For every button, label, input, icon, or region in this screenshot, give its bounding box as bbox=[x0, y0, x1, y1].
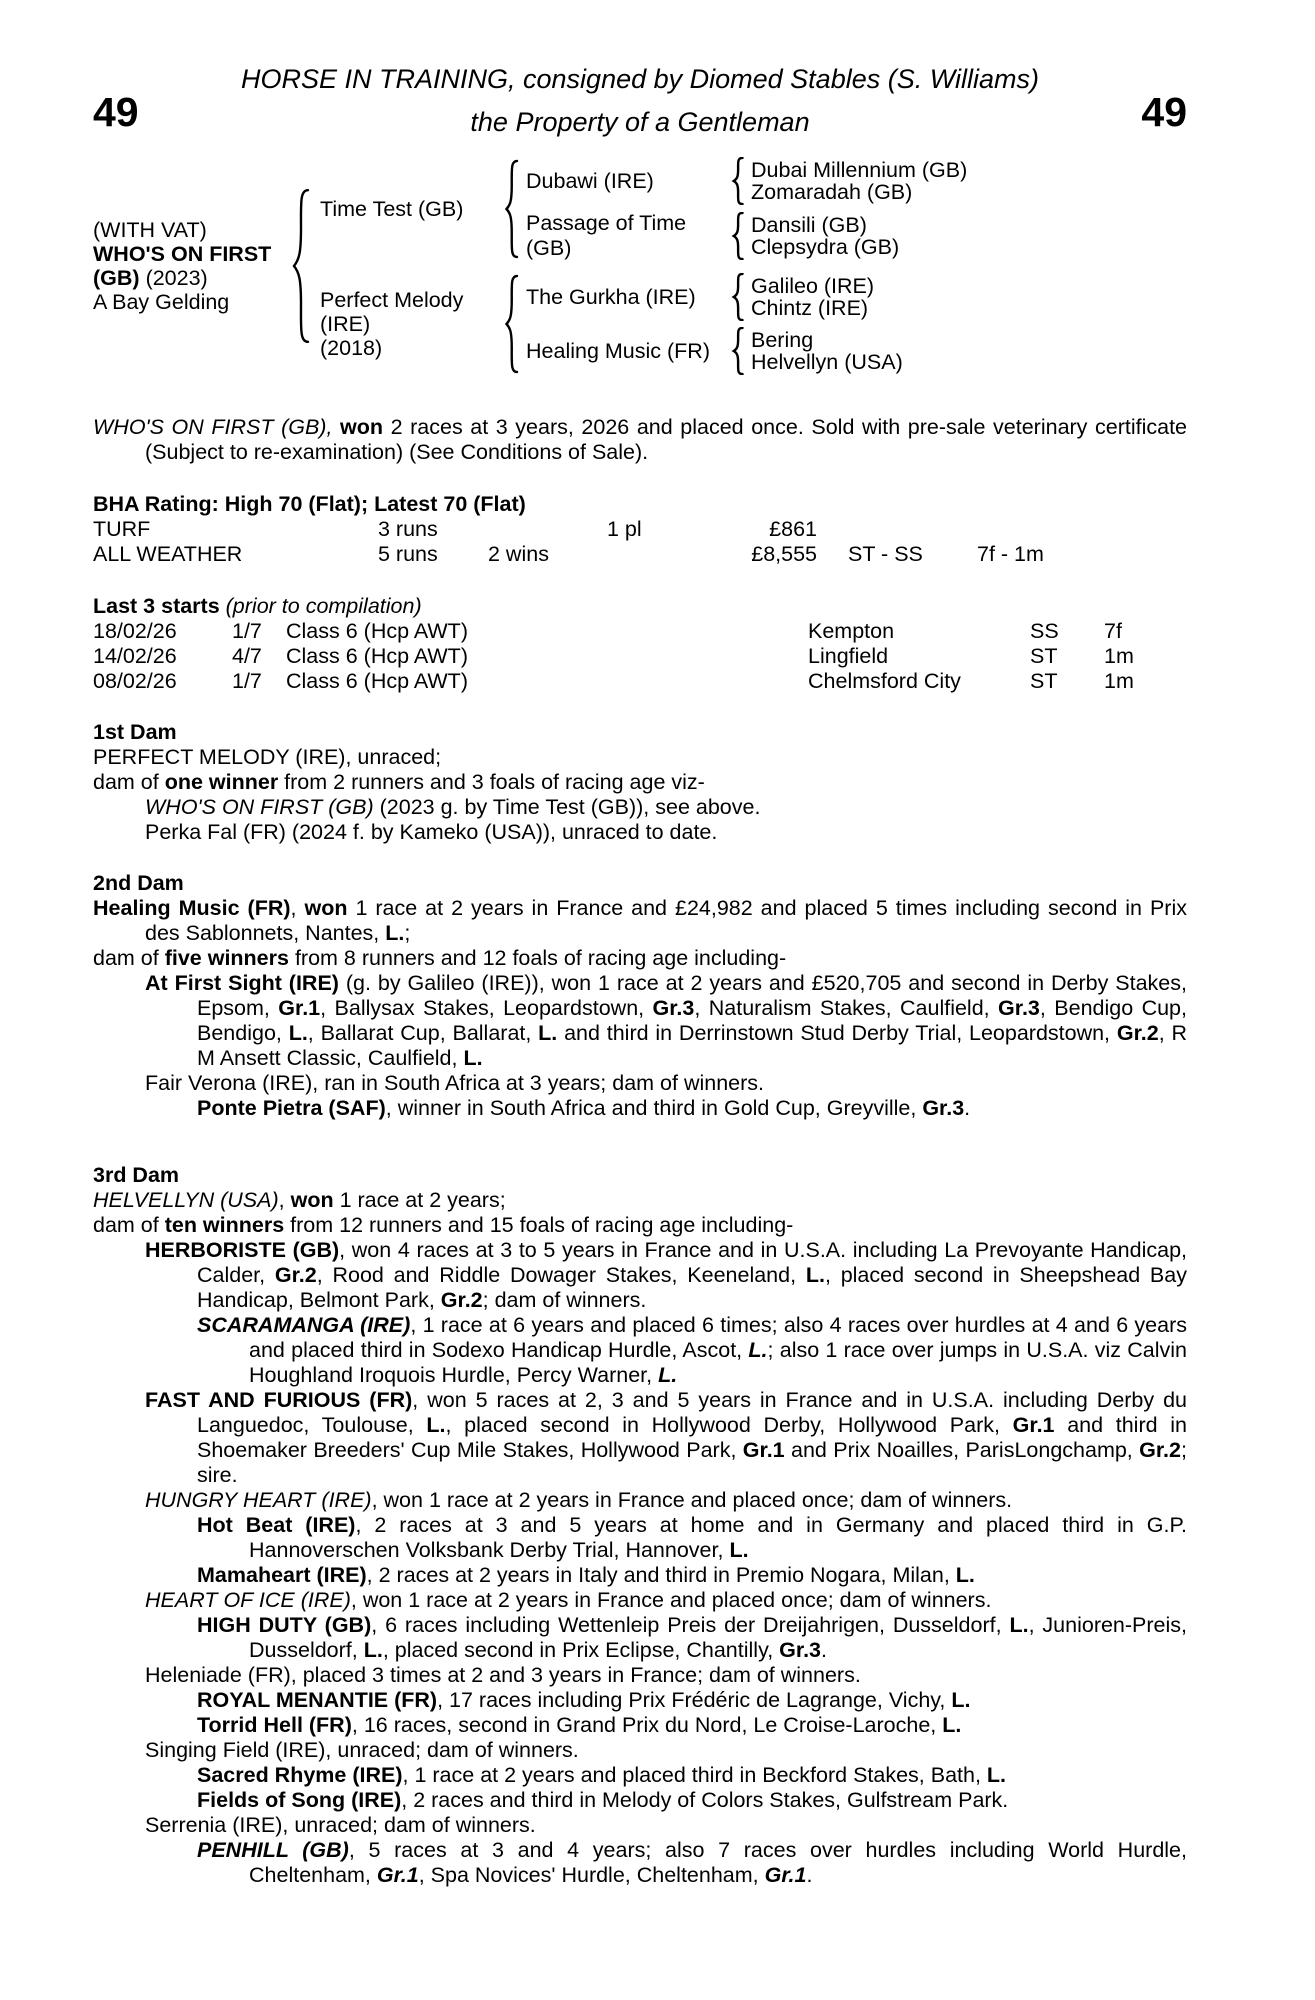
ancestor-name: Bering bbox=[751, 328, 814, 352]
page-header bbox=[93, 64, 1187, 139]
text-segment: FAST AND FURIOUS (FR) bbox=[145, 1388, 413, 1412]
catalogue-entry bbox=[93, 1096, 1187, 1121]
text-segment: Gr.2 bbox=[274, 1263, 317, 1287]
sire-name bbox=[320, 197, 502, 221]
dam-section bbox=[93, 871, 1187, 1121]
bha-rating-rows bbox=[93, 517, 1187, 567]
text-segment: Singing Field (IRE), unraced; dam of winners. bbox=[145, 1738, 579, 1762]
text-segment: , placed second in Hollywood Derby, Hollywood Park, bbox=[445, 1413, 1013, 1437]
start-date: 18/02/26 bbox=[93, 619, 177, 643]
text-segment: L. bbox=[1009, 1613, 1029, 1637]
text-segment: Gr.1 bbox=[1012, 1413, 1055, 1437]
start-going: SS bbox=[1030, 619, 1059, 643]
catalogue-entry bbox=[93, 1713, 1187, 1738]
catalogue-entry bbox=[93, 1663, 1187, 1688]
text-segment: L. bbox=[729, 1538, 749, 1562]
dam-section bbox=[93, 1163, 1187, 1888]
text-segment: and third in Derrinstown Stud Derby Trial, Leopardstown, bbox=[557, 1021, 1117, 1045]
granddam-name: Healing Music (FR) bbox=[526, 338, 710, 363]
dam-half bbox=[320, 273, 1187, 375]
text-segment: ; dam of winners. bbox=[482, 1288, 647, 1312]
dam-section bbox=[93, 720, 1187, 845]
horse-info bbox=[93, 157, 288, 375]
text-segment: , bbox=[278, 1188, 291, 1212]
ancestor-name: Clepsydra (GB) bbox=[751, 235, 900, 259]
pedigree-block bbox=[93, 157, 1187, 375]
text-segment: Gr.3 bbox=[652, 996, 695, 1020]
text-segment: , won 4 races at 3 to 5 years in France and in U.S.A. including La Prevoyante Handicap, Calder, bbox=[197, 1238, 1187, 1287]
great-grandparents bbox=[751, 159, 967, 203]
great-grandparents bbox=[751, 275, 874, 319]
property-line: the Property of a Gentleman bbox=[470, 107, 810, 137]
text-segment: ; also 1 race over jumps in U.S.A. viz Calvin Houghland Iroquois Hurdle, Percy Warner, bbox=[249, 1338, 1188, 1387]
text-segment: . bbox=[806, 1863, 813, 1887]
catalogue-entry bbox=[93, 1788, 1187, 1813]
pedigree-brace bbox=[730, 327, 745, 375]
race-record-note bbox=[93, 415, 1187, 465]
text-segment: L. bbox=[288, 1021, 308, 1045]
text-segment: from 8 runners and 12 foals of racing age including- bbox=[288, 946, 787, 970]
text-segment: , Ballysax Stakes, Leopardstown, bbox=[320, 996, 653, 1020]
granddam-name: Passage of Time (GB) bbox=[526, 211, 687, 260]
dam-year: (2018) bbox=[320, 336, 383, 360]
start-going: ST bbox=[1030, 669, 1058, 693]
text-segment: won bbox=[304, 896, 348, 920]
text-segment: (2023 g. by Time Test (GB)), see above. bbox=[373, 795, 761, 819]
text-segment: ten winners bbox=[164, 1213, 285, 1237]
catalogue-entry bbox=[93, 946, 1187, 971]
text-segment: , 1 race at 2 years and placed third in Beckford Stakes, Bath, bbox=[402, 1763, 987, 1787]
catalogue-entry bbox=[93, 1838, 1187, 1888]
text-segment: HERBORISTE (GB) bbox=[145, 1238, 340, 1262]
ancestor-name: Dubai Millennium (GB) bbox=[751, 158, 968, 182]
catalogue-entry bbox=[93, 1738, 1187, 1763]
text-segment: , 2 races at 2 years in Italy and third in Premio Nogara, Milan, bbox=[366, 1563, 956, 1587]
text-segment: , Naturalism Stakes, Caulfield, bbox=[694, 996, 999, 1020]
start-class: Class 6 (Hcp AWT) bbox=[286, 669, 468, 693]
text-segment: Gr.2 bbox=[1116, 1021, 1159, 1045]
catalogue-entry bbox=[93, 1688, 1187, 1713]
text-segment: L. bbox=[463, 1046, 483, 1070]
text-segment: Healing Music (FR) bbox=[93, 896, 291, 920]
catalogue-entry bbox=[93, 1213, 1187, 1238]
text-segment: Fair Verona (IRE), ran in South Africa at 3 years; dam of winners. bbox=[145, 1071, 764, 1095]
catalogue-entry bbox=[93, 1563, 1187, 1588]
text-segment: and third in Shoemaker Breeders' Cup Mile Stakes, Hollywood Park, bbox=[197, 1413, 1187, 1462]
text-segment: L. bbox=[658, 1363, 678, 1387]
sire-parents bbox=[526, 157, 1187, 261]
dam-parents bbox=[526, 273, 1187, 375]
great-grandparents bbox=[751, 329, 903, 373]
text-segment: dam of bbox=[93, 946, 165, 970]
text-segment: , 6 races including Wettenleip Preis der Dreijahrigen, Dusseldorf, bbox=[371, 1613, 1010, 1637]
ancestor-name: Helvellyn (USA) bbox=[751, 350, 903, 374]
text-segment: won bbox=[332, 415, 384, 439]
granddam-row bbox=[526, 211, 1187, 261]
text-segment: , 5 races at 3 and 4 years; also 7 races over hurdles including World Hurdle, Cheltenham, bbox=[249, 1838, 1187, 1887]
text-segment: Sacred Rhyme (IRE) bbox=[197, 1763, 403, 1787]
text-segment: L. bbox=[385, 921, 405, 945]
text-segment: Gr.1 bbox=[278, 996, 321, 1020]
text-segment: , placed second in Sheepshead Bay Handicap, Belmont Park, bbox=[197, 1263, 1187, 1312]
start-going: ST bbox=[1030, 644, 1058, 668]
catalogue-entry bbox=[93, 1588, 1187, 1613]
bha-earnings: £861 bbox=[769, 517, 817, 541]
pedigree-brace bbox=[730, 273, 745, 321]
dam-name bbox=[320, 288, 502, 360]
start-course: Lingfield bbox=[808, 644, 889, 668]
text-segment: HIGH DUTY (GB) bbox=[197, 1613, 372, 1637]
text-segment: L. bbox=[951, 1688, 971, 1712]
last-starts-rows bbox=[93, 619, 1187, 694]
text-segment: Gr.1 bbox=[742, 1438, 785, 1462]
start-distance: 1m bbox=[1104, 669, 1134, 693]
text-segment: one winner bbox=[164, 770, 279, 794]
lot-number-right: 49 bbox=[1141, 89, 1187, 135]
text-segment: Torrid Hell (FR) bbox=[197, 1713, 352, 1737]
text-segment: L. bbox=[538, 1021, 558, 1045]
text-segment: Serrenia (IRE), unraced; dam of winners. bbox=[145, 1813, 536, 1837]
start-row bbox=[93, 619, 1187, 644]
text-segment: 2 races at 3 years, 2026 and placed once. Sold with pre-sale veterinary certificate (Subject to re-examination) (See Conditions of Sale). bbox=[145, 415, 1188, 464]
bha-placed: 1 pl bbox=[607, 517, 642, 541]
last-starts-heading-italic: (prior to compilation) bbox=[219, 594, 422, 618]
text-segment: and Prix Noailles, ParisLongchamp, bbox=[784, 1438, 1140, 1462]
text-segment: Mamaheart (IRE) bbox=[197, 1563, 367, 1587]
text-segment: WHO'S ON FIRST (GB) bbox=[145, 795, 374, 819]
bha-wins bbox=[488, 517, 607, 542]
horse-description: A Bay Gelding bbox=[93, 290, 230, 314]
text-segment: L. bbox=[986, 1763, 1007, 1787]
catalogue-entry bbox=[93, 1613, 1187, 1663]
start-position: 1/7 bbox=[232, 669, 262, 693]
text-segment: . bbox=[821, 1638, 827, 1662]
bha-earnings: £8,555 bbox=[751, 542, 817, 566]
bha-runs: 3 runs bbox=[378, 517, 438, 541]
bha-going: ST - SS bbox=[848, 542, 923, 566]
ancestor-name: Galileo (IRE) bbox=[751, 274, 875, 298]
text-segment: HEART OF ICE (IRE) bbox=[145, 1588, 351, 1612]
text-segment: from 2 runners and 3 foals of racing age viz- bbox=[278, 770, 705, 794]
text-segment: Heleniade (FR), placed 3 times at 2 and 3 years in France; dam of winners. bbox=[145, 1663, 861, 1687]
catalogue-entry bbox=[93, 1813, 1187, 1838]
granddam-row bbox=[526, 327, 1187, 375]
last-starts-section bbox=[93, 594, 1187, 694]
text-segment: L. bbox=[942, 1713, 962, 1737]
bha-runs: 5 runs bbox=[378, 542, 438, 566]
dam-section-heading: 3rd Dam bbox=[93, 1163, 180, 1187]
text-segment: Hot Beat (IRE) bbox=[197, 1513, 356, 1537]
catalogue-entry bbox=[93, 1188, 1187, 1213]
pedigree-halves bbox=[320, 157, 1187, 375]
text-segment: SCARAMANGA (IRE) bbox=[197, 1313, 411, 1337]
pedigree-brace bbox=[730, 212, 745, 260]
text-segment: Gr.1 bbox=[376, 1863, 419, 1887]
start-date: 08/02/26 bbox=[93, 669, 177, 693]
text-segment: five winners bbox=[164, 946, 289, 970]
pedigree-tree bbox=[288, 157, 1187, 375]
text-segment: dam of bbox=[93, 1213, 165, 1237]
bha-surface: ALL WEATHER bbox=[93, 542, 243, 566]
catalogue-entry bbox=[93, 1313, 1187, 1388]
text-segment: 1 race at 2 years; bbox=[333, 1188, 506, 1212]
catalogue-entry bbox=[93, 1388, 1187, 1488]
lot-number-left: 49 bbox=[93, 89, 139, 135]
text-segment: L. bbox=[805, 1263, 825, 1287]
catalogue-entry bbox=[93, 896, 1187, 946]
text-segment: dam of bbox=[93, 770, 165, 794]
consignor-line: HORSE IN TRAINING, consigned by Diomed Stables (S. Williams) bbox=[241, 64, 1039, 94]
text-segment: , Junioren-Preis, Dusseldorf, bbox=[249, 1613, 1188, 1662]
catalogue-entry bbox=[93, 820, 1187, 845]
sire-name-text: Time Test (GB) bbox=[320, 197, 464, 221]
bha-wins: 2 wins bbox=[488, 542, 549, 566]
grandsire-row bbox=[526, 157, 1187, 205]
horse-suffix: (GB) bbox=[93, 266, 140, 290]
text-segment: Ponte Pietra (SAF) bbox=[197, 1096, 386, 1120]
catalogue-entry bbox=[93, 1513, 1187, 1563]
last-starts-heading bbox=[93, 594, 1187, 619]
ancestor-name: Zomaradah (GB) bbox=[751, 180, 913, 204]
text-segment: Perka Fal (FR) (2024 f. by Kameko (USA)), unraced to date. bbox=[145, 820, 718, 844]
horse-origin-year bbox=[93, 266, 288, 290]
start-course: Chelmsford City bbox=[808, 669, 961, 693]
text-segment: , Ballarat Cup, Ballarat, bbox=[307, 1021, 539, 1045]
catalogue-entry bbox=[93, 1071, 1187, 1096]
horse-name-text: WHO'S ON FIRST bbox=[93, 242, 272, 266]
text-segment: L. bbox=[955, 1563, 975, 1587]
catalogue-entry bbox=[93, 971, 1187, 1071]
text-segment: 1 race at 2 years in France and £24,982 and placed 5 times including second in Prix des Sablonnets, Nantes, bbox=[145, 896, 1187, 945]
start-distance: 1m bbox=[1104, 644, 1134, 668]
catalogue-entry bbox=[93, 1488, 1187, 1513]
text-segment: Fields of Song (IRE) bbox=[197, 1788, 402, 1812]
start-date: 14/02/26 bbox=[93, 644, 177, 668]
text-segment: , 17 races including Prix Frédéric de Lagrange, Vichy, bbox=[437, 1688, 952, 1712]
text-segment: HUNGRY HEART (IRE) bbox=[145, 1488, 372, 1512]
pedigree-brace bbox=[288, 187, 312, 345]
text-segment: , Rood and Riddle Dowager Stakes, Keeneland, bbox=[316, 1263, 806, 1287]
pedigree-brace bbox=[502, 159, 520, 259]
bha-distance: 7f - 1m bbox=[977, 542, 1044, 566]
grandsire-row bbox=[526, 273, 1187, 321]
start-position: 1/7 bbox=[232, 619, 262, 643]
text-segment: . bbox=[964, 1096, 971, 1120]
bha-rating-heading: BHA Rating: High 70 (Flat); Latest 70 (Flat) bbox=[93, 492, 526, 516]
text-segment: Gr.1 bbox=[764, 1863, 807, 1887]
text-segment: Gr.3 bbox=[922, 1096, 965, 1120]
text-segment: , 2 races at 3 and 5 years at home and in Germany and placed third in G.P. Hannoverschen Volksbank Derby Trial, Hannover, bbox=[249, 1513, 1187, 1562]
text-segment: WHO'S ON FIRST (GB), bbox=[93, 415, 333, 439]
text-segment: PERFECT MELODY (IRE), unraced; bbox=[93, 745, 442, 769]
grandsire-name: Dubawi (IRE) bbox=[526, 168, 654, 193]
start-class: Class 6 (Hcp AWT) bbox=[286, 619, 468, 643]
start-course: Kempton bbox=[808, 619, 895, 643]
bha-surface: TURF bbox=[93, 517, 151, 541]
bha-row bbox=[93, 542, 1187, 567]
ancestor-name: Dansili (GB) bbox=[751, 213, 867, 237]
dam-section-heading: 1st Dam bbox=[93, 720, 177, 744]
start-distance: 7f bbox=[1104, 619, 1122, 643]
dam-section-heading: 2nd Dam bbox=[93, 871, 184, 895]
text-segment: L. bbox=[426, 1413, 446, 1437]
horse-name bbox=[93, 242, 288, 266]
start-row bbox=[93, 669, 1187, 694]
vat-note: (WITH VAT) bbox=[93, 218, 207, 242]
dam-sections bbox=[93, 720, 1187, 1888]
text-segment: , won 5 races at 2, 3 and 5 years in France and in U.S.A. including Derby du Languedoc, Toulouse, bbox=[197, 1388, 1187, 1437]
text-segment: , Bendigo Cup, Bendigo, bbox=[197, 996, 1187, 1045]
catalogue-entry bbox=[93, 1763, 1187, 1788]
bha-rating-section bbox=[93, 492, 1187, 567]
text-segment: Gr.3 bbox=[779, 1638, 822, 1662]
catalogue-entry bbox=[93, 770, 1187, 795]
pedigree-brace bbox=[730, 157, 745, 205]
catalogue-entry bbox=[93, 795, 1187, 820]
start-row bbox=[93, 644, 1187, 669]
text-segment: At First Sight (IRE) bbox=[145, 971, 339, 995]
ancestor-name: Chintz (IRE) bbox=[751, 296, 869, 320]
great-grandparents bbox=[751, 214, 899, 258]
pedigree-brace bbox=[502, 274, 520, 374]
dam-name-text: Perfect Melody (IRE) bbox=[320, 288, 464, 336]
bha-distance bbox=[977, 517, 1187, 542]
text-segment: from 12 runners and 15 foals of racing age including- bbox=[284, 1213, 794, 1237]
text-segment: Gr.2 bbox=[1139, 1438, 1181, 1462]
text-segment: , winner in South Africa and third in Gold Cup, Greyville, bbox=[385, 1096, 923, 1120]
text-segment: , won 1 race at 2 years in France and placed once; dam of winners. bbox=[350, 1588, 992, 1612]
start-class: Class 6 (Hcp AWT) bbox=[286, 644, 468, 668]
text-segment: , R M Ansett Classic, Caulfield, bbox=[197, 1021, 1187, 1070]
text-segment: ; sire. bbox=[197, 1438, 1187, 1487]
text-segment: , bbox=[290, 896, 305, 920]
bha-going bbox=[817, 517, 977, 542]
text-segment: , 16 races, second in Grand Prix du Nord, Le Croise-Laroche, bbox=[351, 1713, 943, 1737]
text-segment: Gr.3 bbox=[998, 996, 1040, 1020]
text-segment: , 1 race at 6 years and placed 6 times; also 4 races over hurdles at 4 and 6 years and placed third in Sodexo Handicap Hurdle, Ascot, bbox=[249, 1313, 1188, 1362]
text-segment: , Spa Novices' Hurdle, Cheltenham, bbox=[418, 1863, 765, 1887]
grandsire-name: The Gurkha (IRE) bbox=[526, 284, 696, 309]
text-segment: , 2 races and third in Melody of Colors Stakes, Gulfstream Park. bbox=[401, 1788, 1009, 1812]
last-starts-heading-bold: Last 3 starts bbox=[93, 594, 220, 618]
text-segment: L. bbox=[363, 1638, 383, 1662]
text-segment: L. bbox=[748, 1338, 768, 1362]
text-segment: , placed second in Prix Eclipse, Chantilly, bbox=[382, 1638, 780, 1662]
bha-placed bbox=[607, 542, 687, 567]
text-segment: HELVELLYN (USA) bbox=[93, 1188, 279, 1212]
start-position: 4/7 bbox=[232, 644, 262, 668]
text-segment: , won 1 race at 2 years in France and placed once; dam of winners. bbox=[371, 1488, 1013, 1512]
bha-row bbox=[93, 517, 1187, 542]
sire-half bbox=[320, 157, 1187, 261]
horse-year: (2023) bbox=[145, 266, 208, 290]
text-segment: Gr.2 bbox=[440, 1288, 483, 1312]
catalogue-entry bbox=[93, 1238, 1187, 1313]
text-segment: won bbox=[290, 1188, 334, 1212]
text-segment: ; bbox=[404, 921, 411, 945]
catalogue-entry bbox=[93, 745, 1187, 770]
text-segment: (g. by Galileo (IRE)), won 1 race at 2 years and £520,705 and second in Derby Stakes, Epsom, bbox=[197, 971, 1187, 1020]
text-segment: PENHILL (GB) bbox=[197, 1838, 349, 1862]
text-segment: ROYAL MENANTIE (FR) bbox=[197, 1688, 438, 1712]
